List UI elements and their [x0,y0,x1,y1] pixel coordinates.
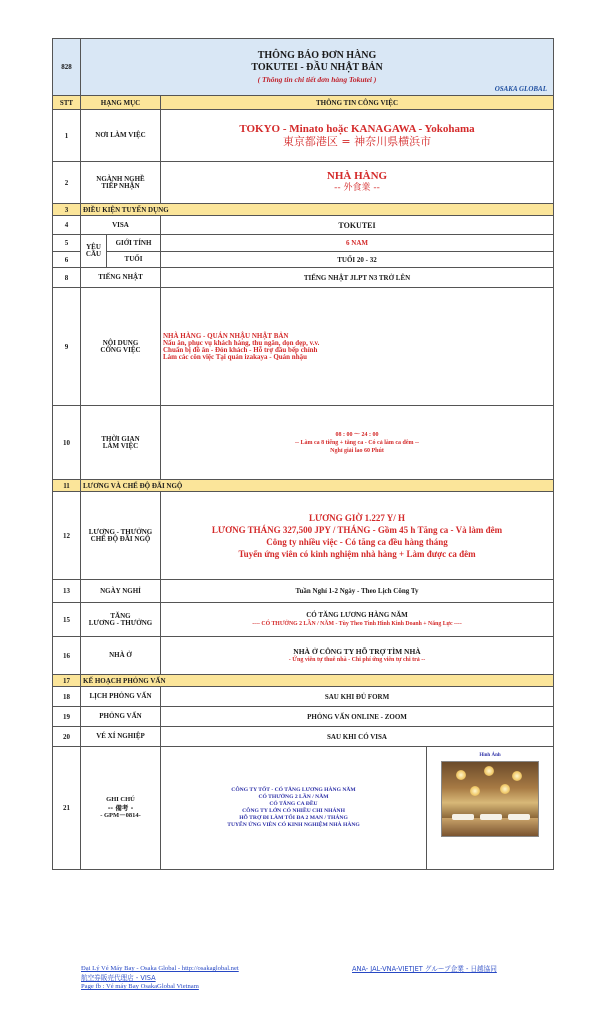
page-subtitle: TOKUTEI - ĐẦU NHẬT BẢN [251,61,383,73]
row-value [161,288,554,406]
row-label-line: LƯƠNG - THƯỞNG [88,618,153,627]
industry-jp-text: -- 外食業 -- [334,183,380,193]
row-label-line: CHẾ ĐỘ ĐÃI NGỘ [90,534,151,543]
row-label-line: - GPM－0814- [100,812,141,819]
row-value [161,603,554,637]
restaurant-photo [441,761,539,837]
page-note: ( Thông tin chi tiết đơn hàng Tokutei ) [257,74,377,84]
row-label-line: YÊU [86,243,101,251]
row-label: TUỔI [107,252,161,268]
table-row [53,406,554,480]
row-label-line: TĂNG [110,611,131,620]
row-label-line: CÔNG VIỆC [100,345,141,354]
row-number: 9 [53,288,81,406]
row-label-line: NGÀNH NGHỀ [96,174,145,183]
note-line: TUYỂN ỨNG VIÊN CÓ KINH NGHIỆM NHÀ HÀNG [227,822,360,828]
row-label [81,747,161,870]
col-info: THÔNG TIN CÔNG VIỆC [161,96,554,110]
row-number: 18 [53,687,81,707]
row-value [161,110,554,162]
table-row [53,252,554,268]
row-number: 20 [53,727,81,747]
row-number: 6 [53,252,81,268]
row-label [81,492,161,580]
table-row [53,162,554,204]
row-label: VISA [81,216,161,235]
raise-line: CÓ TĂNG LƯƠNG HÀNG NĂM [306,610,408,619]
job-order-sheet [52,38,553,870]
working-hours-line: 08 : 00 ～ 24 : 00 [335,431,379,438]
note-line: CÓ TĂNG CA ĐỀU [269,801,318,807]
row-value [161,747,554,870]
row-value: TIẾNG NHẬT JLPT N3 TRỞ LÊN [161,268,554,288]
job-description-line: NHÀ HÀNG - QUÁN NHẬU NHẬT BẢN [163,331,289,340]
note-line: HỖ TRỢ ĐI LÀM TỐI ĐA 2 MAN / THÁNG [239,815,348,821]
note-line: CÔNG TY LỚN CÓ NHIỀU CHI NHÁNH [242,808,345,814]
row-number: 3 [53,204,81,216]
section-row [53,480,554,492]
workplace-text: TOKYO - Minato hoặc KANAGAWA - Yokohama [239,123,475,135]
row-label-line: THỜI GIAN [101,434,140,443]
row-number: 17 [53,675,81,687]
table-row [53,110,554,162]
row-label: NGÀY NGHỈ [81,580,161,603]
job-description-line: Nấu ăn, phục vụ khách hàng, thu ngân, dọn dẹp, v.v. [163,338,320,347]
row-label [81,406,161,480]
working-hours-line: -- Làm ca 8 tiếng + tăng ca - Có cả làm ca đêm -- [294,439,420,446]
row-number: 15 [53,603,81,637]
table-row [53,687,554,707]
row-number: 10 [53,406,81,480]
row-label-line: -- 備考 - [107,804,134,812]
row-number: 2 [53,162,81,204]
row-label-line: TIẾP NHẬN [101,181,140,190]
industry-text: NHÀ HÀNG [326,170,388,182]
section-row [53,675,554,687]
row-label: PHỎNG VẤN [81,707,161,727]
row-number: 13 [53,580,81,603]
row-value: TOKUTEI [161,216,554,235]
salary-line: Công ty nhiều việc - Có tăng ca đều hàng tháng [266,536,448,547]
facebook-link[interactable]: Page fb : Vé máy Bay OsakaGlobal Vietnam [81,983,199,990]
section-row [53,204,554,216]
row-number: 1 [53,110,81,162]
row-label-line: LÀM VIỆC [102,441,139,450]
footer-links [81,965,561,992]
table-row [53,707,554,727]
row-number: 16 [53,637,81,675]
row-label: NHÀ Ở [81,637,161,675]
row-label: VÉ XÍ NGHIỆP [81,727,161,747]
col-stt: STT [53,96,81,110]
table-row [53,747,554,870]
brand-label: OSAKA GLOBAL [494,85,548,93]
row-label-line: GHI CHÚ [106,796,135,803]
requirement-group-label [81,235,107,268]
row-label-line: LƯƠNG - THƯỞNG [88,527,153,536]
housing-line: NHÀ Ở CÔNG TY HỖ TRỢ TÌM NHÀ [293,646,421,656]
row-value: SAU KHI CÓ VISA [161,727,554,747]
table-row [53,637,554,675]
photo-block [427,747,553,869]
row-value: PHỎNG VẤN ONLINE - ZOOM [161,707,554,727]
note-line: CÓ THƯỞNG 2 LẦN / NĂM [258,794,329,800]
table-row [53,492,554,580]
header-title-block [81,39,554,96]
row-value [161,492,554,580]
agency-link[interactable]: Đại Lý Vé Máy Bay - Osaka Global - http://osakaglobal.net [81,965,239,972]
row-label: LỊCH PHỎNG VẤN [81,687,161,707]
salary-line: LƯƠNG THÁNG 327,500 JPY / THÁNG - Gồm 45 h Tăng ca - Và làm đêm [211,524,503,535]
row-number: 8 [53,268,81,288]
table-row [53,235,554,252]
row-label: GIỚI TÍNH [107,235,161,252]
row-number: 12 [53,492,81,580]
visa-link[interactable]: 航空券販売代理店 - VISA [81,973,156,982]
row-value [161,162,554,204]
row-label [81,162,161,204]
row-value [161,406,554,480]
order-number: 828 [53,39,81,96]
airline-group-link[interactable]: ANA- JAL-VNA-VIETJET グループ企業 - 日越協同 [352,965,497,973]
row-label [81,288,161,406]
row-label-line: NỘI DUNG [102,338,139,347]
table-row [53,288,554,406]
row-number: 19 [53,707,81,727]
page-title: THÔNG BÁO ĐƠN HÀNG [257,49,377,61]
salary-line: LƯƠNG GIỜ 1.227 Y/ H [308,512,406,523]
workplace-jp-text: 東京都港区 = 神奈川県横浜市 [282,135,432,148]
row-label-line: CẦU [85,250,102,258]
table-row [53,216,554,235]
section-title: ĐIỀU KIỆN TUYỂN DỤNG [81,204,554,216]
header-row [53,39,554,96]
job-description-line: Chuẩn bị đồ ăn - Đón khách - Hỗ trợ đầu bếp chính [163,345,318,354]
table-row [53,727,554,747]
row-value [161,637,554,675]
photo-label: Hình Ảnh [479,753,501,758]
note-line: CÔNG TY TỐT - CÓ TĂNG LƯƠNG HÀNG NĂM [231,787,356,793]
row-number: 5 [53,235,81,252]
row-value: Tuần Nghỉ 1-2 Ngày - Theo Lịch Công Ty [161,580,554,603]
row-label: TIẾNG NHẬT [81,268,161,288]
section-title: LƯƠNG VÀ CHẾ ĐỘ ĐÃI NGỘ [81,480,554,492]
row-number: 11 [53,480,81,492]
row-number: 4 [53,216,81,235]
row-value: TUỔI 20 - 32 [161,252,554,268]
table-row [53,603,554,637]
job-order-table [52,38,554,870]
row-number: 21 [53,747,81,870]
job-description-line: Làm các côn việc Tại quán izakaya - Quán nhậu [163,352,307,361]
row-value: SAU KHI ĐỦ FORM [161,687,554,707]
column-header-row [53,96,554,110]
section-title: KẾ HOẠCH PHỎNG VẤN [81,675,554,687]
row-value: 6 NAM [161,235,554,252]
notes-block [161,747,427,869]
table-row [53,580,554,603]
col-category: HẠNG MỤC [81,96,161,110]
table-row [53,268,554,288]
row-label: NƠI LÀM VIỆC [81,110,161,162]
bonus-line: ---- CÓ THƯỞNG 2 LẦN / NĂM - Tùy Theo Tình Hình Kinh Doanh + Năng Lực ---- [252,620,462,627]
working-hours-line: Nghỉ giải lao 60 Phút [330,447,384,454]
housing-note: - Ứng viên tự thuê nhà - Chi phí ứng viên tự chi trả -- [288,656,426,663]
row-label [81,603,161,637]
salary-line: Tuyển ứng viên có kinh nghiệm nhà hàng + Làm được ca đêm [238,548,476,559]
